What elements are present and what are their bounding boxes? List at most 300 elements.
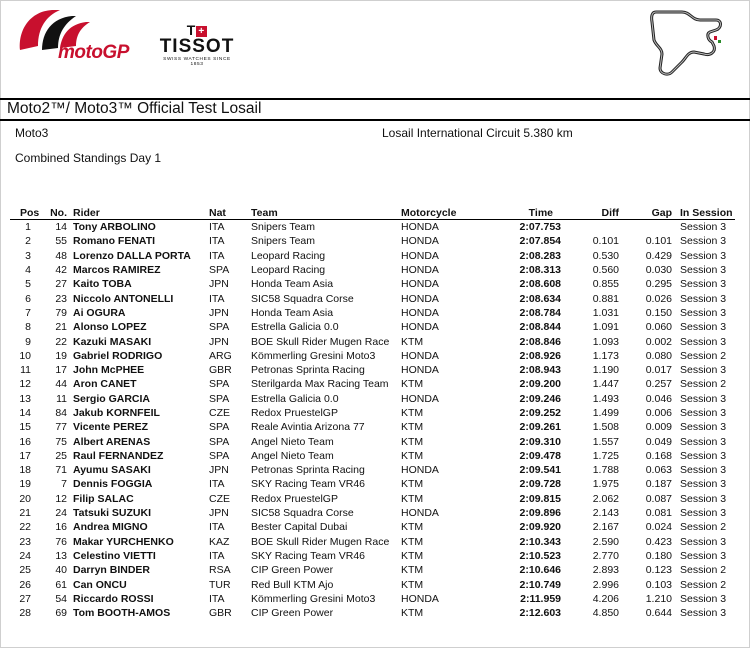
cell-gap: 1.210 — [645, 592, 672, 605]
cell-motorcycle: HONDA — [401, 592, 439, 605]
table-row — [10, 449, 735, 463]
col-time: Time — [481, 206, 567, 220]
cell-gap — [625, 220, 680, 235]
col-no: No. — [43, 206, 73, 220]
cell-time: 2:09.246 — [519, 392, 561, 405]
table-row — [10, 320, 735, 334]
table-header-row — [10, 206, 735, 220]
cell-team: CIP Green Power — [251, 607, 334, 620]
cell-time: 2:07.854 — [519, 235, 561, 248]
cell-rider: Ai OGURA — [73, 306, 126, 319]
table-row — [10, 363, 735, 377]
cell-time: 2:08.943 — [519, 364, 561, 377]
table-row — [10, 535, 735, 549]
cell-no: 48 — [55, 249, 67, 262]
cell-time: 2:08.926 — [519, 349, 561, 362]
cell-session: Session 3 — [680, 335, 727, 348]
cell-rider: Romano FENATI — [73, 235, 156, 248]
cell-no: 21 — [55, 321, 67, 334]
cell-time: 2:09.261 — [519, 421, 561, 434]
cell-gap: 0.150 — [645, 306, 672, 319]
cell-motorcycle: HONDA — [401, 292, 439, 305]
cell-nat: GBR — [209, 607, 232, 620]
cell-motorcycle: KTM — [401, 335, 424, 348]
cell-time: 2:10.749 — [519, 578, 561, 591]
cell-motorcycle: HONDA — [401, 364, 439, 377]
cell-diff: 0.881 — [592, 292, 619, 305]
cell-time: 2:12.603 — [519, 607, 561, 620]
cell-rider: Celestino VIETTI — [73, 549, 156, 562]
cell-rider: Sergio GARCIA — [73, 392, 151, 405]
cell-session: Session 2 — [680, 349, 727, 362]
cell-nat: RSA — [209, 564, 231, 577]
cell-team: Petronas Sprinta Racing — [251, 364, 365, 377]
cell-session: Session 3 — [680, 549, 727, 562]
cell-team: Redox PruestelGP — [251, 407, 338, 419]
cell-no: 7 — [61, 478, 67, 491]
cell-time: 2:09.310 — [519, 435, 561, 448]
cell-time: 2:08.784 — [519, 306, 561, 319]
cell-pos: 6 — [25, 292, 31, 305]
cell-diff: 1.788 — [592, 464, 619, 477]
title-rule — [0, 119, 750, 121]
cell-diff: 2.590 — [592, 535, 619, 548]
cell-diff: 1.499 — [592, 407, 619, 419]
cell-rider: Jakub KORNFEIL — [73, 407, 160, 419]
cell-gap: 0.030 — [645, 264, 672, 277]
cell-motorcycle: KTM — [401, 521, 424, 534]
cell-time: 2:08.634 — [519, 292, 561, 305]
cell-nat: CZE — [209, 492, 230, 505]
cell-motorcycle: KTM — [401, 478, 424, 491]
cell-gap: 0.101 — [645, 235, 672, 248]
cell-gap: 0.168 — [645, 449, 672, 462]
cell-time: 2:09.200 — [519, 378, 561, 391]
cell-motorcycle: KTM — [401, 449, 424, 462]
cell-rider: Ayumu SASAKI — [73, 464, 151, 477]
cell-no: 12 — [55, 492, 67, 505]
cell-pos: 21 — [19, 507, 31, 520]
cell-no: 77 — [55, 421, 67, 434]
cell-gap: 0.295 — [645, 278, 672, 291]
cell-diff: 0.855 — [592, 278, 619, 291]
cell-team: Angel Nieto Team — [251, 449, 334, 462]
cell-no: 13 — [55, 549, 67, 562]
cell-team: Honda Team Asia — [251, 306, 334, 319]
cell-pos: 14 — [19, 407, 31, 419]
cell-diff: 0.530 — [592, 249, 619, 262]
cell-team: Estrella Galicia 0.0 — [251, 321, 339, 334]
cell-pos: 23 — [19, 535, 31, 548]
cell-session: Session 3 — [680, 306, 727, 319]
cell-pos: 11 — [20, 364, 31, 377]
cell-gap: 0.644 — [645, 607, 672, 620]
table-row — [10, 234, 735, 248]
cell-nat: ITA — [209, 592, 225, 605]
cell-session: Session 3 — [680, 392, 727, 405]
cell-pos: 15 — [19, 421, 31, 434]
cell-rider: Andrea MIGNO — [73, 521, 148, 534]
cell-time: 2:08.283 — [519, 249, 561, 262]
table-row — [10, 520, 735, 534]
cell-time: 2:09.920 — [519, 521, 561, 534]
cell-pos: 26 — [19, 578, 31, 591]
cell-pos: 18 — [19, 464, 31, 477]
cell-pos: 25 — [19, 564, 31, 577]
standings-table — [10, 206, 735, 620]
cell-pos: 7 — [25, 306, 31, 319]
cell-session: Session 3 — [680, 364, 727, 377]
circuit-info: Losail International Circuit 5.380 km — [382, 126, 573, 140]
cell-rider: Filip SALAC — [73, 492, 134, 505]
tissot-tagline: SWISS WATCHES SINCE 1853 — [163, 57, 231, 67]
cell-session: Session 3 — [680, 421, 727, 434]
cell-session: Session 3 — [680, 321, 727, 334]
cell-motorcycle: HONDA — [401, 235, 439, 248]
cell-nat: CZE — [209, 407, 230, 419]
cell-session: Session 2 — [680, 378, 727, 391]
cell-no: 23 — [55, 292, 67, 305]
category: Moto3 — [15, 126, 49, 140]
cell-diff: 1.190 — [592, 364, 619, 377]
cell-motorcycle: HONDA — [401, 306, 439, 319]
cell-team: Kömmerling Gresini Moto3 — [251, 592, 376, 605]
cell-nat: ITA — [209, 521, 225, 534]
cell-nat: ITA — [209, 249, 225, 262]
cell-nat: SPA — [209, 449, 230, 462]
table-row — [10, 549, 735, 563]
cell-nat: JPN — [209, 464, 229, 477]
cell-gap: 0.257 — [645, 378, 672, 391]
cell-pos: 4 — [25, 264, 31, 277]
cell-team: BOE Skull Rider Mugen Race — [251, 335, 390, 348]
cell-diff: 1.093 — [592, 335, 619, 348]
cell-pos: 12 — [19, 378, 31, 391]
col-diff: Diff — [567, 206, 625, 220]
cell-diff: 1.031 — [592, 306, 619, 319]
cell-rider: Tatsuki SUZUKI — [73, 507, 151, 520]
cell-motorcycle: KTM — [401, 435, 424, 448]
cell-nat: ARG — [209, 349, 232, 362]
cell-pos: 28 — [19, 607, 31, 620]
cell-time: 2:08.846 — [519, 335, 561, 348]
table-row — [10, 334, 735, 348]
cell-team: SKY Racing Team VR46 — [251, 549, 366, 562]
col-rider: Rider — [73, 206, 209, 220]
tissot-t: T — [186, 22, 197, 38]
table-row — [10, 506, 735, 520]
cell-no: 17 — [55, 364, 67, 377]
cell-motorcycle: KTM — [401, 578, 424, 591]
cell-session: Session 3 — [680, 435, 727, 448]
cell-time: 2:08.313 — [519, 264, 561, 277]
cell-rider: Albert ARENAS — [73, 435, 151, 448]
cell-rider: Vicente PEREZ — [73, 421, 149, 434]
cell-pos: 27 — [19, 592, 31, 605]
cell-team: Snipers Team — [251, 221, 316, 234]
cell-nat: SPA — [209, 392, 230, 405]
cell-no: 79 — [55, 306, 67, 319]
cell-diff: 2.062 — [592, 492, 619, 505]
table-row — [10, 249, 735, 263]
cell-nat: KAZ — [209, 535, 230, 548]
cell-motorcycle: HONDA — [401, 392, 439, 405]
cell-team: SKY Racing Team VR46 — [251, 478, 366, 491]
cell-pos: 16 — [19, 435, 31, 448]
cell-gap: 0.123 — [645, 564, 672, 577]
cell-rider: Tony ARBOLINO — [73, 221, 156, 234]
header — [0, 0, 750, 100]
cell-pos: 10 — [19, 349, 31, 362]
cell-rider: Aron CANET — [73, 378, 137, 391]
col-nat: Nat — [209, 206, 251, 220]
cell-session: Session 3 — [680, 221, 727, 234]
cell-time: 2:08.608 — [519, 278, 561, 291]
cell-motorcycle: HONDA — [401, 321, 439, 334]
cell-nat: ITA — [209, 549, 225, 562]
cell-session: Session 3 — [680, 449, 727, 462]
cell-rider: Kaito TOBA — [73, 278, 132, 291]
cell-pos: 13 — [19, 392, 31, 405]
col-motorcycle: Motorcycle — [401, 206, 481, 220]
cell-rider: Dennis FOGGIA — [73, 478, 153, 491]
cell-nat: JPN — [209, 335, 229, 348]
cell-diff — [567, 220, 625, 235]
cell-diff: 2.893 — [592, 564, 619, 577]
cell-no: 71 — [55, 464, 67, 477]
table-row — [10, 277, 735, 291]
cell-team: Sterilgarda Max Racing Team — [251, 378, 389, 391]
cell-session: Session 3 — [680, 535, 727, 548]
cell-rider: Niccolo ANTONELLI — [73, 292, 174, 305]
tissot-name: TISSOT — [159, 36, 235, 57]
cell-diff: 2.996 — [592, 578, 619, 591]
cell-team: Honda Team Asia — [251, 278, 334, 291]
cell-team: Petronas Sprinta Racing — [251, 464, 365, 477]
cell-gap: 0.187 — [645, 478, 672, 491]
cell-nat: ITA — [209, 221, 225, 234]
cell-nat: SPA — [209, 264, 230, 277]
cell-motorcycle: HONDA — [401, 507, 439, 520]
page-title: Moto2™/ Moto3™ Official Test Losail — [7, 100, 262, 117]
cell-session: Session 3 — [680, 507, 727, 520]
tissot-logo — [157, 22, 237, 67]
cell-diff: 4.206 — [592, 592, 619, 605]
cell-team: Snipers Team — [251, 235, 316, 248]
cell-no: 14 — [55, 221, 67, 234]
cell-team: Angel Nieto Team — [251, 435, 334, 448]
cell-motorcycle: KTM — [401, 407, 424, 419]
cell-team: Kömmerling Gresini Moto3 — [251, 349, 376, 362]
cell-session: Session 2 — [680, 521, 727, 534]
cell-team: SIC58 Squadra Corse — [251, 292, 354, 305]
cell-nat: GBR — [209, 364, 232, 377]
cell-session: Session 3 — [680, 407, 727, 419]
cell-rider: Lorenzo DALLA PORTA — [73, 249, 191, 262]
cell-no: 19 — [55, 349, 67, 362]
cell-nat: JPN — [209, 507, 229, 520]
cell-no: 44 — [55, 378, 67, 391]
cell-session: Session 3 — [680, 478, 727, 491]
cell-pos: 19 — [19, 478, 31, 491]
cell-team: Leopard Racing — [251, 264, 326, 277]
losail-track-map-icon — [642, 6, 730, 87]
cell-pos: 1 — [25, 221, 31, 234]
cell-session: Session 2 — [680, 564, 727, 577]
cell-nat: ITA — [209, 235, 225, 248]
cell-motorcycle: HONDA — [401, 249, 439, 262]
table-row — [10, 349, 735, 363]
cell-gap: 0.046 — [645, 392, 672, 405]
cell-pos: 20 — [19, 492, 31, 505]
cell-team: Bester Capital Dubai — [251, 521, 348, 534]
table-row — [10, 306, 735, 320]
cell-motorcycle: KTM — [401, 421, 424, 434]
cell-rider: Marcos RAMIREZ — [73, 264, 161, 277]
cell-gap: 0.423 — [645, 535, 672, 548]
cell-time: 2:09.541 — [519, 464, 561, 477]
cell-diff: 2.770 — [592, 549, 619, 562]
cell-pos: 3 — [25, 249, 31, 262]
cell-diff: 1.493 — [592, 392, 619, 405]
cell-motorcycle: HONDA — [401, 221, 439, 234]
table-row — [10, 406, 735, 420]
cell-motorcycle: HONDA — [401, 278, 439, 291]
col-pos: Pos — [10, 206, 43, 220]
cell-gap: 0.103 — [645, 578, 672, 591]
table-row — [10, 377, 735, 391]
cell-no: 40 — [55, 564, 67, 577]
cell-diff: 1.725 — [592, 449, 619, 462]
cell-no: 61 — [55, 578, 67, 591]
cell-session: Session 3 — [680, 492, 727, 505]
table-row — [10, 434, 735, 448]
cell-diff: 0.560 — [592, 264, 619, 277]
table-row — [10, 577, 735, 591]
cell-no: 11 — [56, 392, 67, 405]
table-row — [10, 563, 735, 577]
cell-diff: 1.173 — [592, 349, 619, 362]
cell-pos: 24 — [19, 549, 31, 562]
cell-diff: 2.143 — [592, 507, 619, 520]
cell-gap: 0.017 — [645, 364, 672, 377]
cell-session: Session 3 — [680, 249, 727, 262]
cell-session: Session 3 — [680, 464, 727, 477]
cell-nat: SPA — [209, 378, 230, 391]
cell-no: 16 — [55, 521, 67, 534]
cell-diff: 4.850 — [592, 607, 619, 620]
cell-gap: 0.429 — [645, 249, 672, 262]
cell-session: Session 3 — [680, 264, 727, 277]
cell-motorcycle: KTM — [401, 607, 424, 620]
cell-rider: Raul FERNANDEZ — [73, 449, 164, 462]
table-row — [10, 420, 735, 434]
cell-pos: 17 — [19, 449, 31, 462]
cell-nat: ITA — [209, 292, 225, 305]
cell-time: 2:09.815 — [519, 492, 561, 505]
cell-session: Session 3 — [680, 235, 727, 248]
cell-diff: 1.091 — [592, 321, 619, 334]
table-row — [10, 463, 735, 477]
cell-time: 2:10.343 — [519, 535, 561, 548]
cell-no: 24 — [55, 507, 67, 520]
cell-motorcycle: KTM — [401, 378, 424, 391]
cell-time: 2:08.844 — [519, 321, 561, 334]
cell-gap: 0.024 — [645, 521, 672, 534]
cell-no: 42 — [55, 264, 67, 277]
cell-rider: Makar YURCHENKO — [73, 535, 174, 548]
cell-session: Session 2 — [680, 578, 727, 591]
cell-no: 22 — [55, 335, 67, 348]
cell-motorcycle: KTM — [401, 564, 424, 577]
cell-session: Session 3 — [680, 592, 727, 605]
cell-no: 25 — [55, 449, 67, 462]
cell-time: 2:09.728 — [519, 478, 561, 491]
table-row — [10, 492, 735, 506]
cell-motorcycle: HONDA — [401, 464, 439, 477]
cell-pos: 8 — [25, 321, 31, 334]
cell-team: Estrella Galicia 0.0 — [251, 392, 339, 405]
cell-gap: 0.087 — [645, 492, 672, 505]
cell-time: 2:09.478 — [519, 449, 561, 462]
standings-subtitle: Combined Standings Day 1 — [15, 151, 162, 165]
cell-gap: 0.049 — [645, 435, 672, 448]
cell-session: Session 3 — [680, 607, 727, 620]
col-team: Team — [251, 206, 401, 220]
table-row — [10, 291, 735, 305]
cell-diff: 1.447 — [592, 378, 619, 391]
cell-rider: Darryn BINDER — [73, 564, 151, 577]
cell-team: CIP Green Power — [251, 564, 334, 577]
cell-nat: JPN — [209, 306, 229, 319]
cell-nat: JPN — [209, 278, 229, 291]
cell-time: 2:09.896 — [519, 507, 561, 520]
cell-diff: 1.557 — [592, 435, 619, 448]
cell-gap: 0.060 — [645, 321, 672, 334]
cell-no: 76 — [55, 535, 67, 548]
cell-pos: 5 — [25, 278, 31, 291]
cell-gap: 0.063 — [645, 464, 672, 477]
cell-nat: ITA — [209, 478, 225, 491]
cell-motorcycle: KTM — [401, 492, 424, 505]
motogp-logo — [16, 6, 146, 71]
cell-rider: Riccardo ROSSI — [73, 592, 154, 605]
cell-no: 27 — [55, 278, 67, 291]
cell-team: Redox PruestelGP — [251, 492, 338, 505]
cell-time: 2:07.753 — [519, 221, 561, 234]
cell-time: 2:11.959 — [520, 592, 561, 605]
cell-gap: 0.080 — [645, 349, 672, 362]
cell-rider: Alonso LOPEZ — [73, 321, 147, 334]
cell-session: Session 3 — [680, 278, 727, 291]
cell-pos: 2 — [25, 235, 31, 248]
cell-time: 2:09.252 — [519, 407, 561, 419]
table-body — [10, 220, 735, 621]
cell-motorcycle: KTM — [401, 535, 424, 548]
cell-rider: Kazuki MASAKI — [73, 335, 152, 348]
cell-gap: 0.002 — [645, 335, 672, 348]
table-row — [10, 592, 735, 606]
cell-gap: 0.009 — [645, 421, 672, 434]
table-row — [10, 606, 735, 620]
cell-no: 55 — [55, 235, 67, 248]
cell-motorcycle: KTM — [401, 549, 424, 562]
cell-gap: 0.006 — [645, 407, 672, 419]
cell-no: 75 — [55, 435, 67, 448]
cell-team: BOE Skull Rider Mugen Race — [251, 535, 390, 548]
cell-nat: SPA — [209, 421, 230, 434]
cell-motorcycle: HONDA — [401, 264, 439, 277]
